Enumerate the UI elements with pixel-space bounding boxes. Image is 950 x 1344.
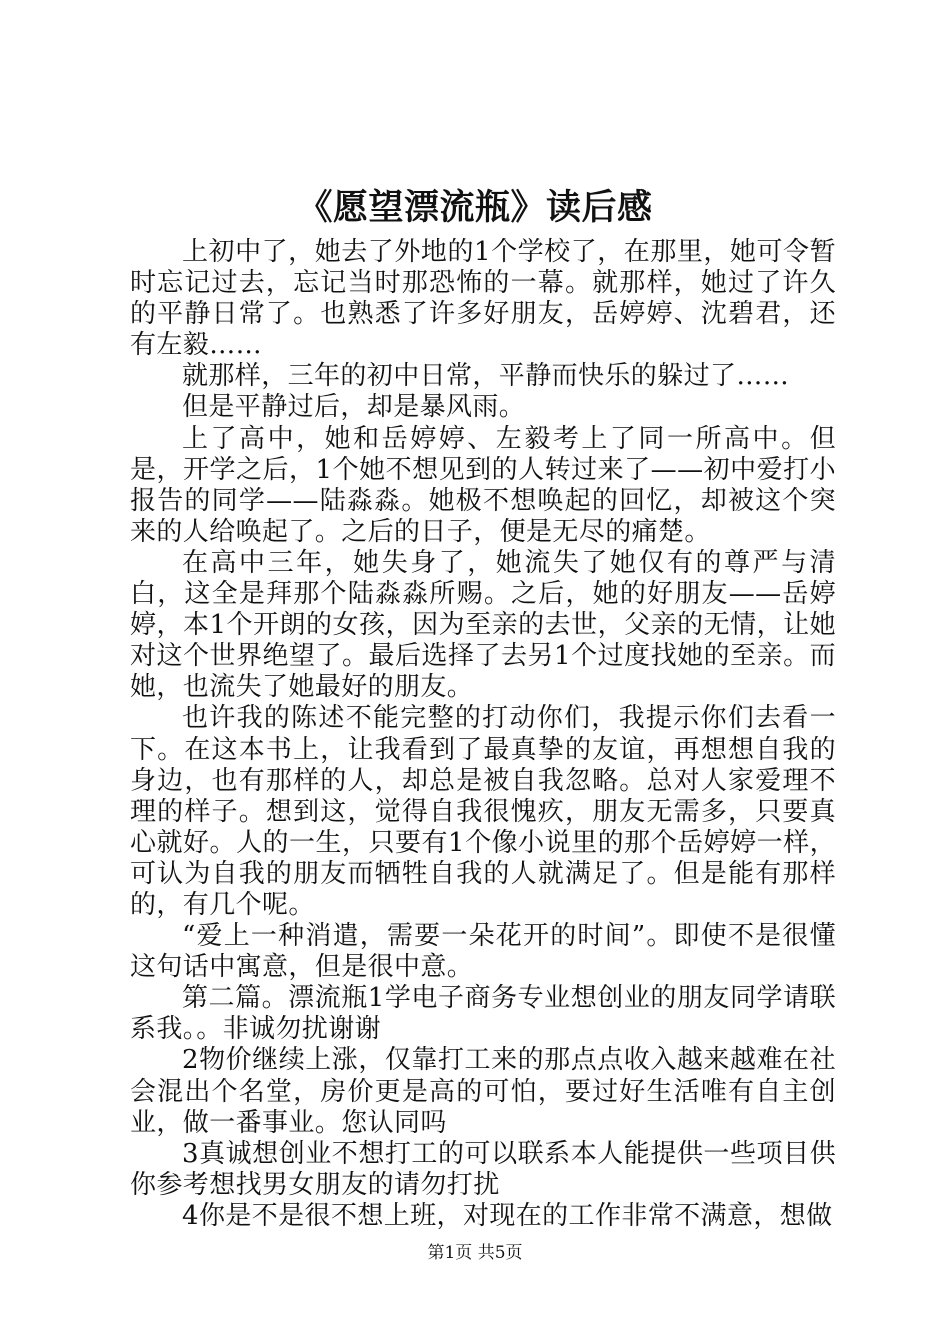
- page-footer: 第1页 共5页: [427, 1243, 523, 1263]
- paragraph: 2物价继续上涨，仅靠打工来的那点点收入越来越难在社会混出个名堂，房价更是高的可怕，要过好生活唯有自主创业，做一番事业。您认同吗: [130, 1045, 836, 1138]
- paragraph: 但是平静过后，却是暴风雨。: [182, 392, 526, 423]
- document-title: 《愿望漂流瓶》读后感: [297, 187, 653, 228]
- paragraph: 上了高中，她和岳婷婷、左毅考上了同一所高中。但是，开学之后，1个她不想见到的人转过来了——初中爱打小报告的同学——陆淼淼。她极不想唤起的回忆，却被这个突来的人给唤起了。之后的日子，便是无尽的痛楚。: [130, 423, 836, 547]
- paragraph: 第二篇。漂流瓶1学电子商务专业想创业的朋友同学请联系我。。非诚勿扰谢谢: [130, 983, 836, 1045]
- paragraph: “爱上一种消遣，需要一朵花开的时间”。即使不是很懂这句话中寓意，但是很中意。: [130, 921, 836, 983]
- paragraph: 也许我的陈述不能完整的打动你们，我提示你们去看一下。在这本书上，让我看到了最真挚的友谊，再想想自我的身边，也有那样的人，却总是被自我忽略。总对人家爱理不理的样子。想到这，觉得自我很愧疚，朋友无需多，只要真心就好。人的一生，只要有1个像小说里的那个岳婷婷一样，可认为自我的朋友而牺牲自我的人就满足了。但是能有那样的，有几个呢。: [130, 703, 836, 920]
- paragraph: 4你是不是很不想上班，对现在的工作非常不满意，想做: [182, 1200, 833, 1231]
- paragraph: 在高中三年，她失身了，她流失了她仅有的尊严与清白，这全是拜那个陆淼淼所赐。之后，她的好朋友——岳婷婷，本1个开朗的女孩，因为至亲的去世，父亲的无情，让她对这个世界绝望了。最后选择了去另1个过度找她的至亲。而她，也流失了她最好的朋友。: [130, 547, 836, 703]
- document-body: [130, 237, 836, 1232]
- paragraph: 3真诚想创业不想打工的可以联系本人能提供一些项目供你参考想找男女朋友的请勿打扰: [130, 1138, 836, 1200]
- paragraph: 上初中了，她去了外地的1个学校了，在那里，她可令暂时忘记过去，忘记当时那恐怖的一幕。就那样，她过了许久的平静日常了。也熟悉了许多好朋友，岳婷婷、沈碧君，还有左毅……: [130, 237, 836, 361]
- paragraph: 就那样，三年的初中日常，平静而快乐的躲过了……: [182, 361, 790, 392]
